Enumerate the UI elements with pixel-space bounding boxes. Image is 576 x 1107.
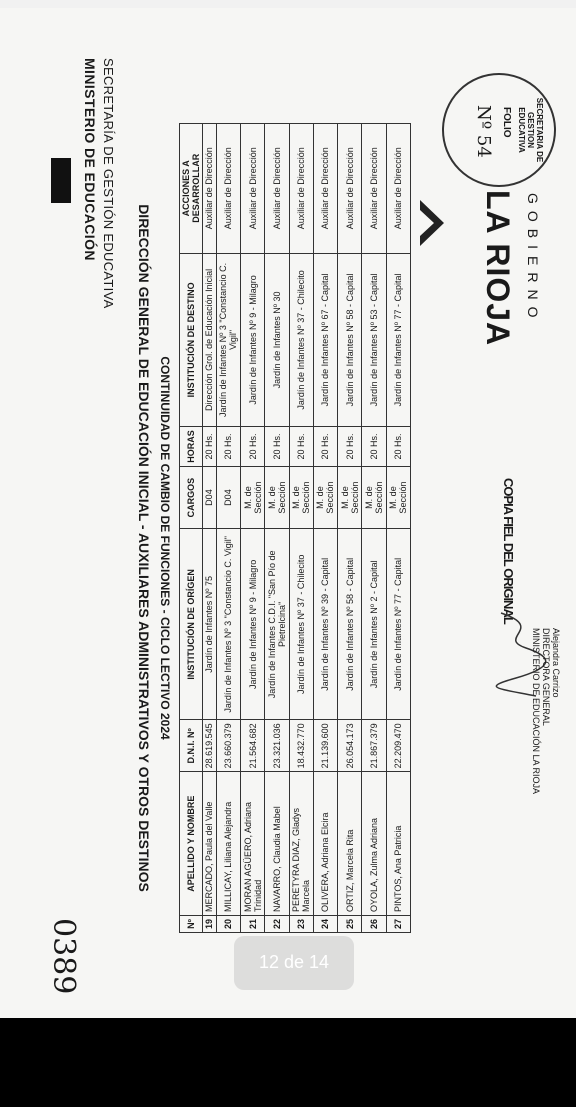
- table-cell: Jardín de Infantes Nº 58 - Capital: [338, 529, 362, 720]
- table-cell: Dirección Grol. de Educación Inicial: [203, 253, 217, 427]
- col-origin: INSTITUCIÓN DE ORÍGEN: [180, 529, 203, 720]
- table-cell: 20 Hs.: [386, 427, 410, 467]
- document-page: [0, 8, 576, 1018]
- table-cell: 21.564.682: [241, 720, 265, 772]
- table-cell: 20 Hs.: [338, 427, 362, 467]
- table-cell: Auxiliar de Dirección: [289, 124, 313, 254]
- signature-org: MINISTERIO DE EDUCACIÓN LA RIOJA: [531, 628, 541, 795]
- table-row: [265, 124, 289, 933]
- stamp-text: SECRETARIA DE GESTION EDUCATIVA: [517, 97, 544, 163]
- table-cell: 21.867.379: [362, 720, 386, 772]
- col-num: Nº: [180, 915, 203, 932]
- staff-table: [179, 123, 411, 933]
- table-cell: M. de Sección: [241, 466, 265, 529]
- table-cell: Jardín de Infantes Nº 77 - Capital: [386, 529, 410, 720]
- table-cell: OLIVERA, Adriana Elcira: [313, 772, 337, 916]
- table-cell: Jardín de Infantes Nº 39 - Capital: [313, 529, 337, 720]
- table-cell: Auxiliar de Dirección: [362, 124, 386, 254]
- table-cell: 20 Hs.: [362, 427, 386, 467]
- signature-role: DIRECTORA GENERAL: [541, 628, 551, 726]
- table-cell: 28.619.545: [203, 720, 217, 772]
- table-cell: Auxiliar de Dirección: [313, 124, 337, 254]
- folio-stamp: [442, 73, 556, 187]
- table-cell: Auxiliar de Dirección: [241, 124, 265, 254]
- table-cell: 20 Hs.: [289, 427, 313, 467]
- table-cell: Jardín de Infantes Nº 75: [203, 529, 217, 720]
- col-destination: INSTITUCIÓN DE DESTINO: [180, 253, 203, 427]
- table-cell: 23.321.036: [265, 720, 289, 772]
- table-cell: NAVARRO, Claudia Mabel: [265, 772, 289, 916]
- col-cargos: CARGOS: [180, 466, 203, 529]
- table-row: [216, 124, 240, 933]
- table-cell: Auxiliar de Dirección: [386, 124, 410, 254]
- table-cell: Jardín de Infantes Nº 9 - Milagro: [241, 253, 265, 427]
- table-cell: M. de Sección: [289, 466, 313, 529]
- table-cell: 24: [313, 915, 337, 932]
- table-cell: 20 Hs.: [313, 427, 337, 467]
- bottom-area: [0, 1018, 576, 1107]
- table-cell: D04: [216, 466, 240, 529]
- table-cell: Jardín de Infantes Nº 37 - Chilecito: [289, 253, 313, 427]
- table-cell: MERCADO, Paula del Valle: [203, 772, 217, 916]
- la-rioja-logo-icon: [418, 198, 446, 248]
- ministry-heading: MINISTERIO DE EDUCACIÓN: [82, 58, 98, 261]
- table-cell: M. de Sección: [338, 466, 362, 529]
- table-cell: Jardín de Infantes Nº 3 "Constancio C. Vigil": [216, 253, 240, 427]
- table-cell: Auxiliar de Dirección: [203, 124, 217, 254]
- table-cell: PERETYRA DIAZ, Gladys Marcela: [289, 772, 313, 916]
- table-row: [289, 124, 313, 933]
- col-actions: ACCIONES A DESARROLLAR: [180, 124, 203, 254]
- redaction-bar: [51, 158, 71, 203]
- table-cell: 18.432.770: [289, 720, 313, 772]
- table-cell: Auxiliar de Dirección: [216, 124, 240, 254]
- table-cell: ORTIZ, Marcela Rita: [338, 772, 362, 916]
- signature-name: Alejandra Carrizo: [551, 628, 561, 698]
- page-indicator-text: 12 de 14: [258, 952, 330, 972]
- document-subtitle: CONTINUIDAD DE CAMBIO DE FUNCIONES - CICLO LECTIVO 2024: [158, 356, 172, 740]
- table-cell: M. de Sección: [362, 466, 386, 529]
- table-cell: Jardín de Infantes Nº 58 - Capital: [338, 253, 362, 427]
- table-cell: MILLICAY, Liliana Alejandra: [216, 772, 240, 916]
- table-cell: Jardín de Infantes Nº 53 - Capital: [362, 253, 386, 427]
- table-cell: 27: [386, 915, 410, 932]
- table-cell: 22.209.470: [386, 720, 410, 772]
- table-cell: 20: [216, 915, 240, 932]
- table-cell: Jardín de Infantes Nº 3 "Constancio C. Vigil": [216, 529, 240, 720]
- table-cell: 26: [362, 915, 386, 932]
- table-row: [386, 124, 410, 933]
- logo-title: LA RIOJA: [480, 190, 516, 347]
- table-cell: 20 Hs.: [241, 427, 265, 467]
- top-bar: [0, 0, 576, 8]
- table-cell: 26.054.173: [338, 720, 362, 772]
- col-horas: HORAS: [180, 427, 203, 467]
- logo-subtitle: GOBIERNO: [525, 193, 541, 325]
- table-cell: M. de Sección: [265, 466, 289, 529]
- table-row: [241, 124, 265, 933]
- table-cell: Jardín de Infantes Nº 30: [265, 253, 289, 427]
- page-indicator: [234, 936, 354, 990]
- table-cell: Jardín de Infantes Nº 9 - Milagro: [241, 529, 265, 720]
- table-row: [313, 124, 337, 933]
- table-cell: 20 Hs.: [265, 427, 289, 467]
- table-cell: Auxiliar de Dirección: [265, 124, 289, 254]
- table-cell: Auxiliar de Dirección: [338, 124, 362, 254]
- table-cell: Jardín de Infantes Nº 37 - Chilecito: [289, 529, 313, 720]
- table-cell: 22: [265, 915, 289, 932]
- table-cell: M. de Sección: [386, 466, 410, 529]
- folio-number: Nº 54: [473, 105, 494, 158]
- table-cell: 20 Hs.: [216, 427, 240, 467]
- table-cell: 21: [241, 915, 265, 932]
- col-name: APELLIDO Y NOMBRE: [180, 772, 203, 916]
- document-title: DIRECCIÓN GENERAL DE EDUCACIÓN INICIAL - AUXILIARES ADMINISTRATIVOS Y OTROS DESTINOS: [136, 204, 152, 892]
- table-cell: 20 Hs.: [203, 427, 217, 467]
- table-row: [203, 124, 217, 933]
- table-cell: 19: [203, 915, 217, 932]
- table-cell: 21.139.600: [313, 720, 337, 772]
- table-cell: 23: [289, 915, 313, 932]
- signature-block: [531, 628, 561, 794]
- table-cell: Jardín de Infantes Nº 2 - Capital: [362, 529, 386, 720]
- col-dni: D.N.I. Nº: [180, 720, 203, 772]
- table-cell: M. de Sección: [313, 466, 337, 529]
- table-cell: D04: [203, 466, 217, 529]
- table-cell: 23.660.379: [216, 720, 240, 772]
- table-row: [338, 124, 362, 933]
- table-header-row: [180, 124, 203, 933]
- table-cell: Jardín de Infantes Nº 77 - Capital: [386, 253, 410, 427]
- table-cell: MORAN AGÜERO, Adriana Trinidad: [241, 772, 265, 916]
- table-cell: OYOLA, Zulma Adriana: [362, 772, 386, 916]
- handwritten-number: 0389: [46, 918, 81, 995]
- table-cell: Jardín de Infantes Nº 67 - Capital: [313, 253, 337, 427]
- table-cell: PINTOS, Ana Patricia: [386, 772, 410, 916]
- table-cell: 25: [338, 915, 362, 932]
- rotated-document: [0, 8, 576, 1018]
- table-row: [362, 124, 386, 933]
- secretaria-heading: SECRETARÍA DE GESTIÓN EDUCATIVA: [101, 58, 116, 309]
- table-cell: Jardín de Infantes C.D.I. "San Pío de Pietrelcina": [265, 529, 289, 720]
- copia-fiel-stamp: COPIA FIEL DEL ORIGINAL: [501, 478, 516, 624]
- folio-label: FOLIO: [501, 107, 512, 138]
